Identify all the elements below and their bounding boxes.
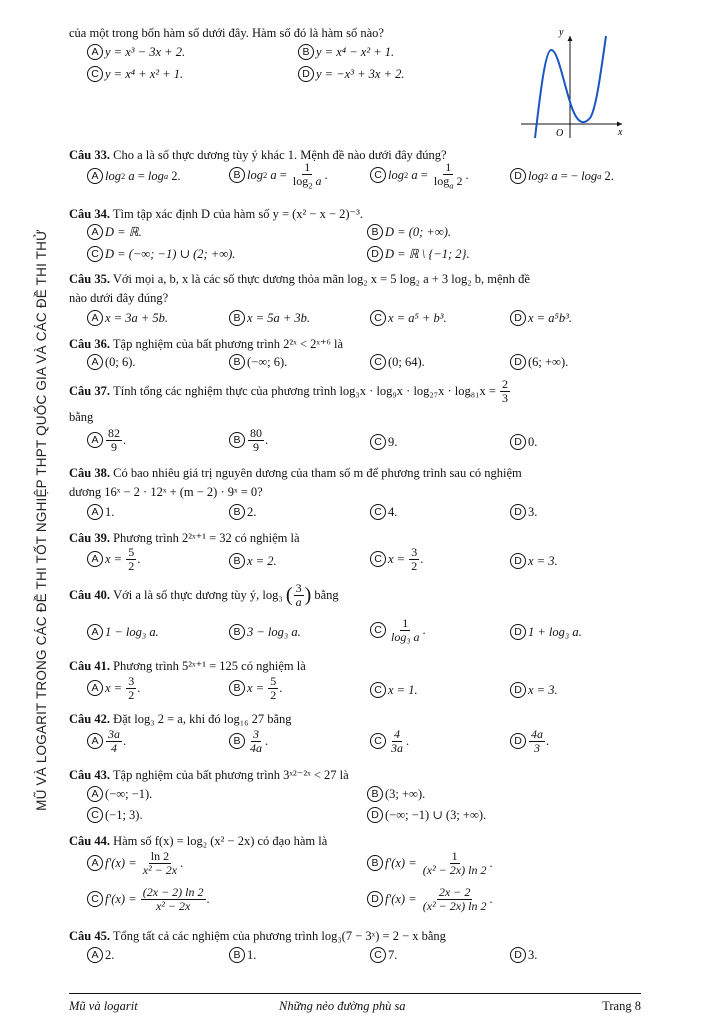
q43-option-c[interactable]: C (−1; 3). [87,807,143,823]
document-page [69,0,641,1024]
q44-option-b[interactable]: B f′(x) = $\frac{1}{\text{(x² − 2x) ln 2}}$ . [367,850,493,876]
q44-option-c[interactable]: C f′(x) = $\frac{(2x - 2) \ln 2}{\text{x² − 2x}}$ . [87,886,210,912]
footer-page-number: Trang 8 [602,999,641,1013]
q34-option-c[interactable]: C D = (−∞; −1) ∪ (2; +∞). [87,246,235,262]
q37-option-a[interactable]: A $\frac{82}{9}$ . [87,427,126,453]
q41-option-d[interactable]: D x = 3. [510,682,558,698]
q36-option-c[interactable]: C (0; 64). [370,354,425,370]
q44-option-a[interactable]: A f′(x) = $\frac{\ln 2}{\text{x² − 2x}}$ . [87,850,183,876]
q37-option-b[interactable]: B $\frac{80}{9}$ . [229,427,268,453]
q34-option-d[interactable]: D D = ℝ \ {−1; 2}. [367,246,470,262]
footer-divider [69,993,641,994]
question-36: Câu 36. Tập nghiệm của bất phương trình 2²ˣ < 2ˣ⁺⁶ là [69,337,344,351]
q36-option-d[interactable]: D (6; +∞). [510,354,568,370]
q43-option-b[interactable]: B (3; +∞). [367,786,425,802]
q41-option-b[interactable]: B x = $\frac{5}{2}$ . [229,675,282,701]
function-graph [516,26,628,144]
q45-option-d[interactable]: D 3. [510,947,537,963]
q36-option-b[interactable]: B (−∞; 6). [229,354,287,370]
x-label: x [618,127,623,138]
q35-option-a[interactable]: A x = 3a + 5b. [87,310,168,326]
q35-option-d[interactable]: D x = a⁵b³. [510,310,572,326]
q34-option-a[interactable]: A D = ℝ. [87,224,142,240]
q39-option-d[interactable]: D x = 3. [510,553,558,569]
q38-option-d[interactable]: D 3. [510,504,537,520]
q39-option-b[interactable]: B x = 2. [229,553,277,569]
footer-left: Mũ và logarit [69,999,138,1013]
question-34: Câu 34. Tìm tập xác định D của hàm số y = (x² − x − 2)⁻³. [69,207,364,221]
option-letter: C [87,66,103,82]
question-35: Câu 35. Với mọi a, b, x là các số thực dương thỏa mãn log₂ x = 5 log₂ a + 3 log₂ b, mệnh đề [69,272,530,286]
y-label: y [559,27,564,38]
q42-option-b[interactable]: B $\frac{3}{4a}$ . [229,728,268,754]
question-35-cont: nào dưới đây đúng? [69,291,169,305]
q40-option-c[interactable]: C $\frac{1}{\text{log₃ a}}$ . [370,617,426,643]
q33-option-c[interactable]: C log 2 a = $\frac{1}{\log_a 2}$ . [370,161,469,190]
q42-option-c[interactable]: C $\frac{4}{3a}$ . [370,728,409,754]
q32-option-c[interactable]: C y = x⁴ + x² + 1. [87,66,183,82]
q32-option-b[interactable]: B y = x⁴ − x² + 1. [298,44,394,60]
q38-option-b[interactable]: B 2. [229,504,256,520]
q33-option-a[interactable]: A log 2 a = log a 2. [87,168,181,184]
q45-option-c[interactable]: C 7. [370,947,397,963]
q41-option-a[interactable]: A x = $\frac{3}{2}$ . [87,675,140,701]
q38-option-c[interactable]: C 4. [370,504,397,520]
question-45: Câu 45. Tổng tất cả các nghiệm của phương trình log₃(7 − 3ˣ) = 2 − x bằng [69,929,446,943]
q38-option-a[interactable]: A 1. [87,504,114,520]
q41-option-c[interactable]: C x = 1. [370,682,418,698]
option-letter: D [298,66,314,82]
q32-option-a[interactable]: A y = x³ − 3x + 2. [87,44,185,60]
q35-option-b[interactable]: B x = 5a + 3b. [229,310,310,326]
question-43: Câu 43. Tập nghiệm của bất phương trình 3ˣ²⁻²ˣ < 27 là [69,768,349,782]
question-32-text: của một trong bốn hàm số dưới đây. Hàm số đó là hàm số nào? [69,26,384,40]
q37-option-c[interactable]: C 9. [370,434,397,450]
question-41: Câu 41. Phương trình 5²ˣ⁺¹ = 125 có nghiệm là [69,659,306,673]
question-39: Câu 39. Phương trình 2²ˣ⁺¹ = 32 có nghiệm là [69,531,300,545]
q40-option-d[interactable]: D 1 + log₃ a. [510,624,582,640]
q44-option-d[interactable]: D f′(x) = $\frac{2x - 2}{\text{(x² − 2x) ln 2}}$ . [367,886,493,912]
question-38: Câu 38. Có bao nhiêu giá trị nguyên dương của tham số m để phương trình sau có nghiệm [69,466,522,480]
origin-label: O [556,128,564,139]
q33-option-b[interactable]: B log 2 a = $\frac{1}{\log_2 a}$ . [229,161,328,190]
question-37: Câu 37. Tính tổng các nghiệm thực của phương trình log₃x · log₉x · log₂₇x · log₈₁x = $\frac{2}{3}$ [69,377,509,405]
option-letter: B [298,44,314,60]
question-33: Câu 33. Cho a là số thực dương tùy ý khác 1. Mệnh đề nào dưới đây đúng? [69,148,447,162]
question-42: Câu 42. Đặt log₃ 2 = a, khi đó log₁₆ 27 bằng [69,712,292,726]
q35-option-c[interactable]: C x = a⁵ + b³. [370,310,447,326]
question-37-cont: bằng [69,410,94,424]
y-axis-arrow [568,36,573,41]
q36-option-a[interactable]: A (0; 6). [87,354,136,370]
q42-option-d[interactable]: D $\frac{4a}{3}$ . [510,728,549,754]
question-44: Câu 44. Hàm số f(x) = log₂ (x² − 2x) có đạo hàm là [69,834,328,848]
question-40: Câu 40. Với a là số thực dương tùy ý, log₃ ( $\frac{3}{a}$ ) bằng [69,581,339,609]
side-banner: MŨ VÀ LOGARIT TRONG CÁC ĐỀ THI TỐT NGHIỆP THPT QUỐC GIA VÀ CÁC ĐỀ THI THỬ [34,229,49,811]
question-38-cont: dương 16ˣ − 2 · 12ˣ + (m − 2) · 9ˣ = 0? [69,485,263,499]
footer-center: Những nẻo đường phù sa [279,999,406,1013]
q42-option-a[interactable]: A $\frac{3a}{4}$ . [87,728,126,754]
q43-option-a[interactable]: A (−∞; −1). [87,786,152,802]
q40-option-b[interactable]: B 3 − log₃ a. [229,624,301,640]
q45-option-a[interactable]: A 2. [87,947,114,963]
q43-option-d[interactable]: D (−∞; −1) ∪ (3; +∞). [367,807,486,823]
x-axis-arrow [617,122,622,127]
q34-option-b[interactable]: B D = (0; +∞). [367,224,451,240]
q40-option-a[interactable]: A 1 − log₃ a. [87,624,159,640]
q45-option-b[interactable]: B 1. [229,947,256,963]
q39-option-c[interactable]: C x = $\frac{3}{2}$ . [370,546,423,572]
q33-option-d[interactable]: D log 2 a = − log a 2. [510,168,614,184]
q37-option-d[interactable]: D 0. [510,434,537,450]
option-letter: A [87,44,103,60]
q39-option-a[interactable]: A x = $\frac{5}{2}$ . [87,546,140,572]
q32-option-d[interactable]: D y = −x³ + 3x + 2. [298,66,405,82]
